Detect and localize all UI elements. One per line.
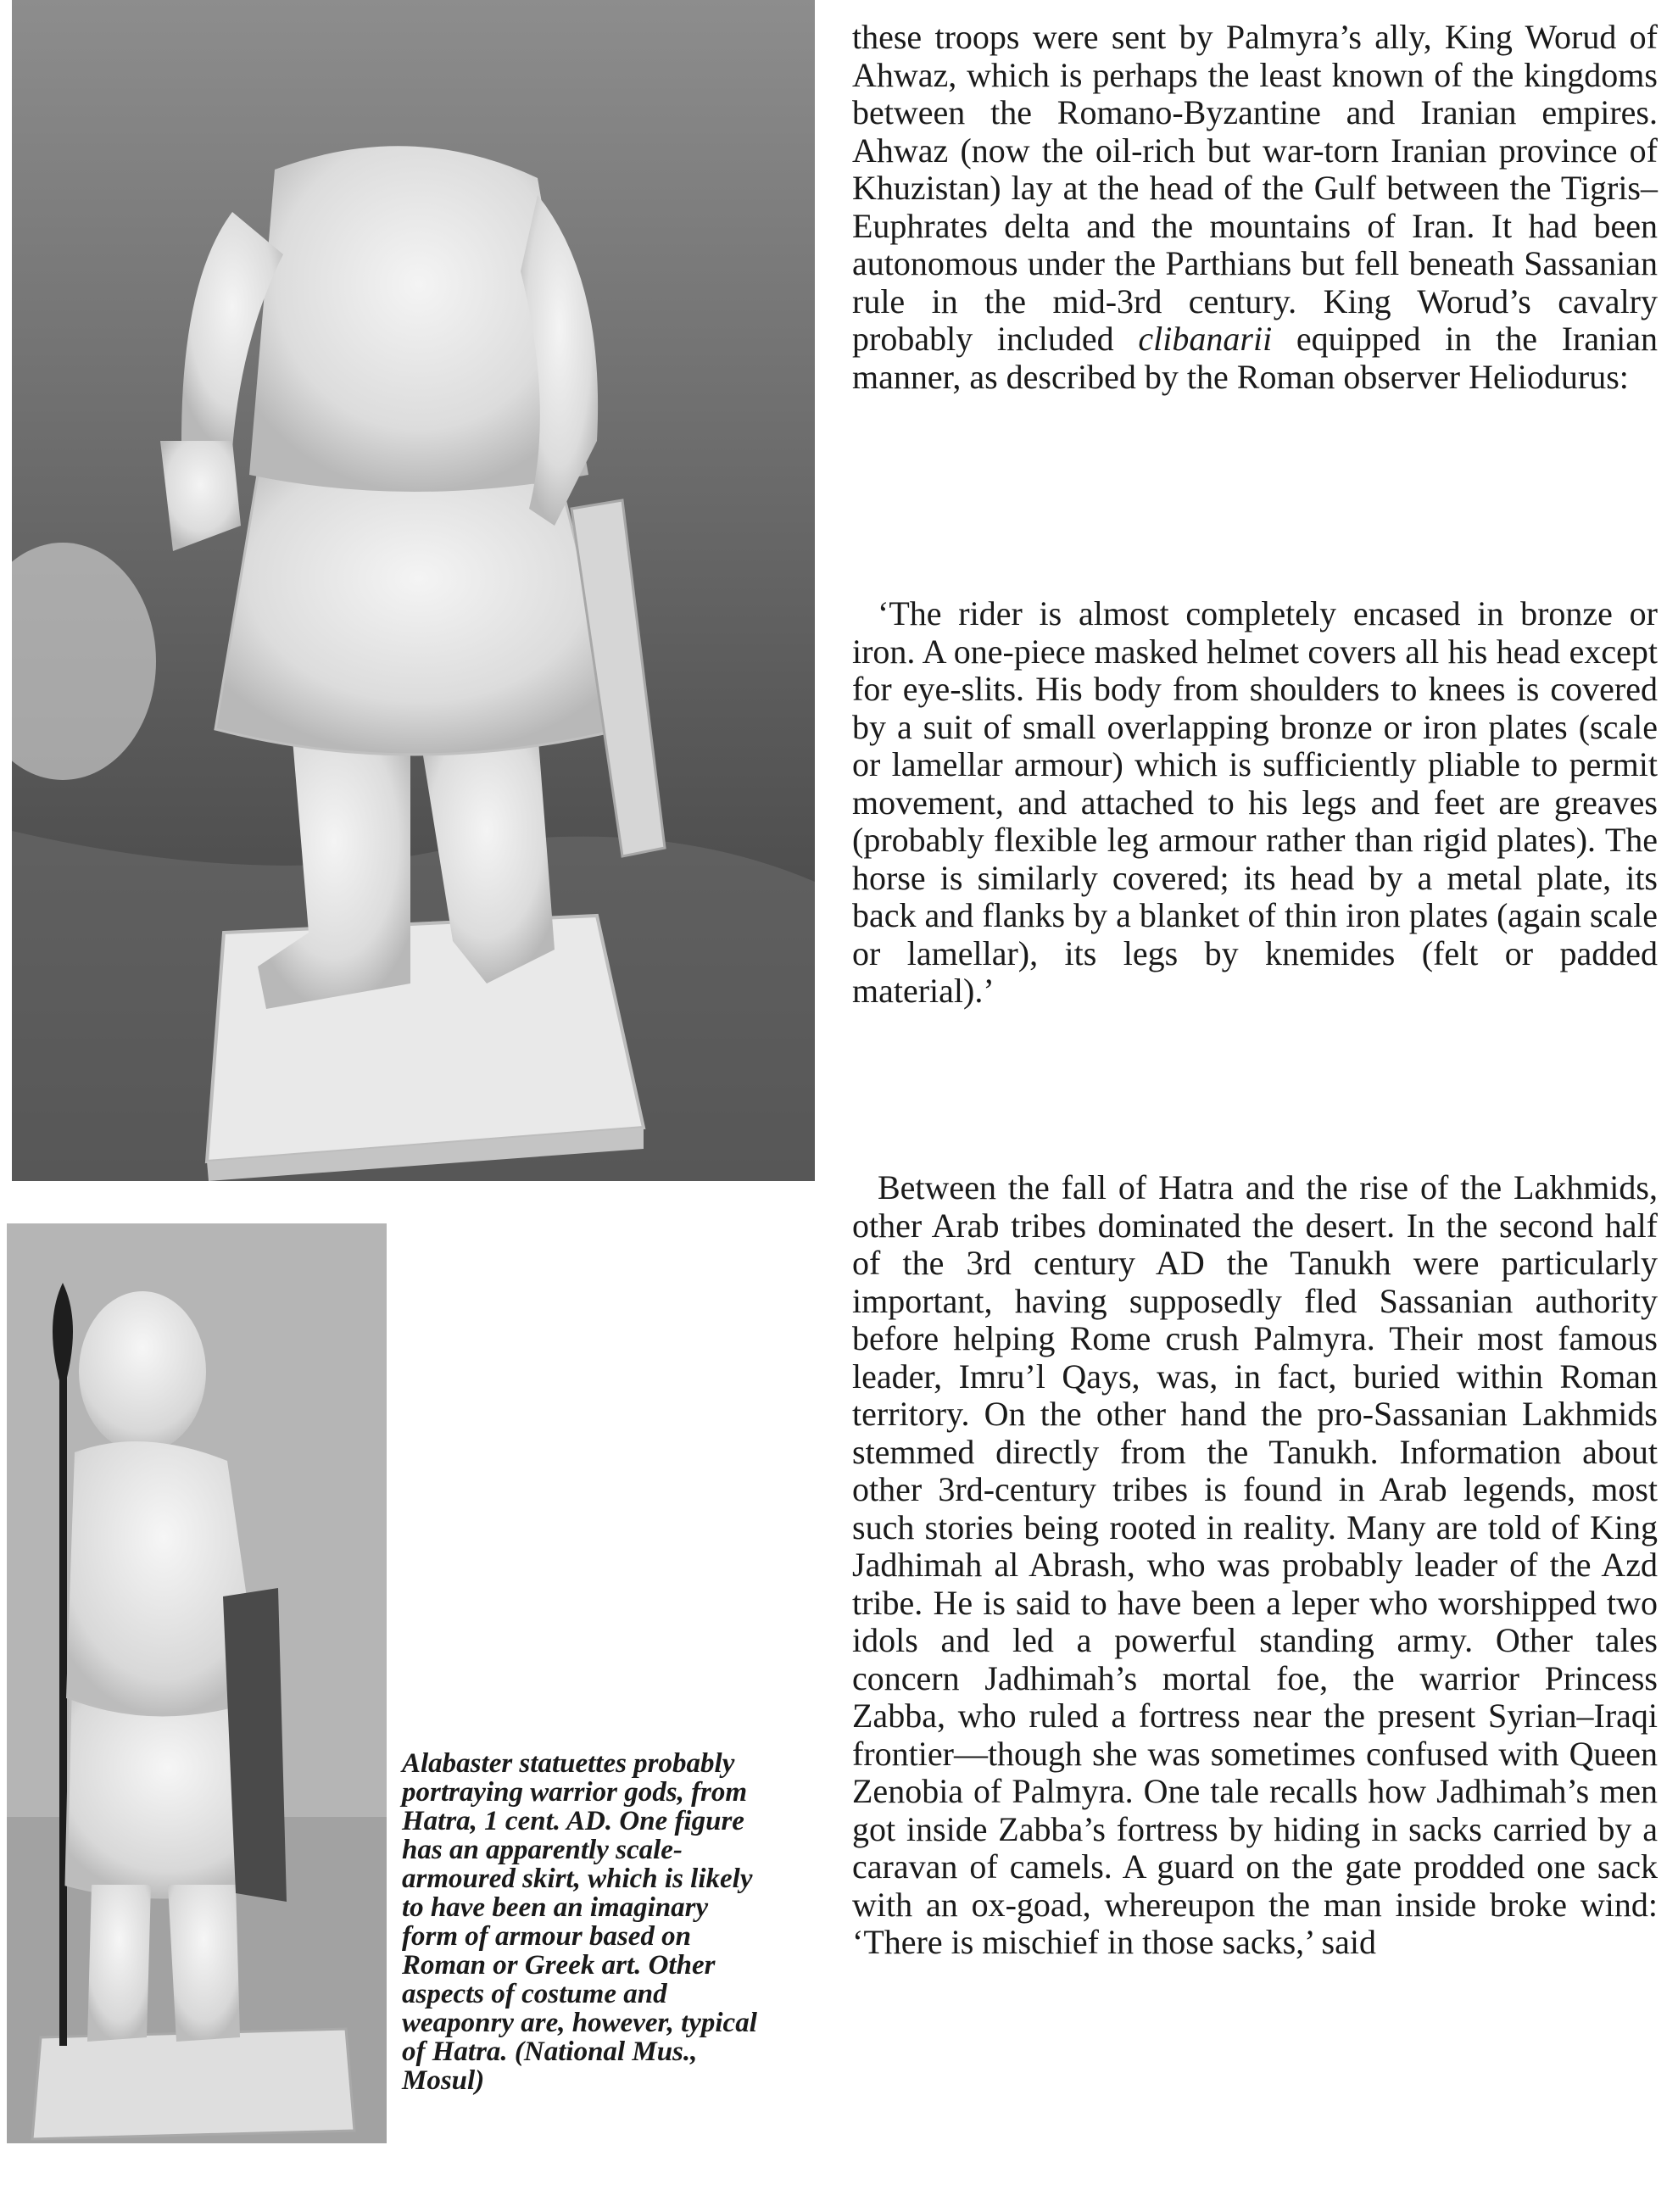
statuette-top-illustration <box>12 0 815 1181</box>
paragraph-arab-tribes: Between the fall of Hatra and the rise of the Lakhmids, other Arab tribes dominated the desert. In the second half of the 3rd century AD the Tanukh were particularly important, having supposedly fled Sassanian authority before helping Rome crush Palmyra. Their most famous leader, Imru’l Qays, was, in fact, buried within Roman territory. On the other hand the pro-Sassanian Lakhmids stemmed directly from the Tanukh. Information about other 3rd-century tribes is found in Arab legends, most such stories being rooted in reality. Many are told of King Jadhimah al Abrash, who was probably leader of the Azd tribe. He is said to have been a leper who worshipped two idols and led a powerful standing army. Other tales concern Jadhimah’s mortal foe, the warrior Princess Zabba, who ruled a fortress near the present Syrian–Iraqi frontier—though she was sometimes confused with Queen Zenobia of Palmyra. One tale recalls how Jadhimah’s men got inside Zabba’s fortress by hiding in sacks carried by a caravan of camels. A guard on the gate prodded one sack with an ox-goad, whereupon the man inside broke wind: ‘There is mischief in those sacks,’ said <box>852 1168 1658 1961</box>
paragraph-worud-part-1: these troops were sent by Palmyra’s ally, King Worud of Ahwaz, which is perhaps the least known of the kingdoms between the Romano-Byzantine and Iranian empires. Ahwaz (now the oil-rich but war-torn Iranian province of Khuzistan) lay at the head of the Gulf between the Tigris–Euphrates delta and the mountains of Iran. It had been autonomous under the Parthians but fell beneath Sassanian rule in the mid-3rd century. King Worud’s cavalry probably included <box>852 18 1658 358</box>
heliodurus-quote: ‘The rider is almost completely encased in bronze or iron. A one-piece masked helmet covers all his head except for eye-slits. His body from shoulders to knees is covered by a suit of small overlapping bronze or iron plates (scale or lamellar armour) which is sufficiently pliable to permit movement, and attached to his legs and feet are greaves (probably flexible leg armour rather than rigid plates). The horse is similarly covered; its head by a metal plate, its back and flanks by a blanket of thin iron plates (again scale or lamellar), its legs by knemides (felt or padded material).’ <box>852 594 1658 1010</box>
statuette-photo-bottom <box>7 1223 387 2143</box>
statuette-photo-top <box>12 0 815 1181</box>
figure-caption: Alabaster statuettes probably portraying warrior gods, from Hatra, 1 cent. AD. One figure has an apparently scale-armoured skirt, which is likely to have been an imaginary form of armour based on Roman or Greek art. Other aspects of costume and weaponry are, however, typical of Hatra. (National Mus., Mosul) <box>402 1748 757 2096</box>
clibanarii-term: clibanarii <box>1138 320 1273 358</box>
paragraph-worud <box>852 19 1658 396</box>
statuette-bottom-illustration <box>7 1223 387 2143</box>
paragraph-worud-part-2: equipped in the Iranian manner, as described by the Roman observer Heliodurus: <box>852 320 1658 396</box>
